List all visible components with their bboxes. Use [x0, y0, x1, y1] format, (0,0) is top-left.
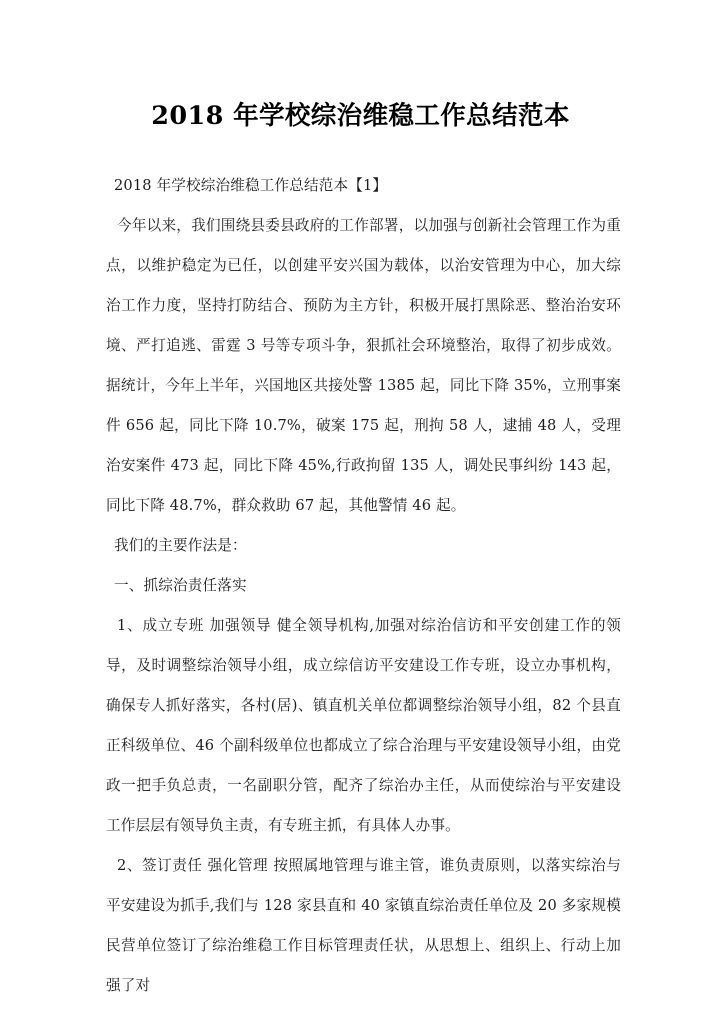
document-body	[106, 166, 621, 1006]
paragraph-subtitle: 2018 年学校综治维稳工作总结范本【1】	[114, 177, 388, 194]
paragraph-section-one: 一、抓综治责任落实	[114, 577, 247, 594]
page-title: 2018 年学校综治维稳工作总结范本	[151, 101, 570, 132]
paragraph-overview: 今年以来，我们围绕县委县政府的工作部署，以加强与创新社会管理工作为重点，以维护稳定为已任，以创建平安兴国为载体，以治安管理为中心，加大综治工作力度，坚持打防结合、预防为主方针，积极开展打黑除恶、整治治安环境、严打追逃、雷霆 3 号等专项斗争，狠抓社会环境整治，取得了初步成效。据统计，今年上半年，兴国地区共接处警 1385 起，同比下降 35%，立刑事案件 656 起，同比下降 10.7%，破案 175 起，刑拘 58 人，逮捕 48 人，受理治安案件 473 起，同比下降 45%,行政拘留 135 人，调处民事纠纷 143 起，同比下降 48.7%，群众救助 67 起，其他警情 46 起。	[106, 217, 621, 514]
paragraph-item-one: 1、成立专班 加强领导 健全领导机构,加强对综治信访和平安创建工作的领导，及时调整综治领导小组，成立综信访平安建设工作专班，设立办事机构，确保专人抓好落实，各村(居)、镇直机关单位都调整综治领导小组，82 个县直正科级单位、46 个副科级单位也都成立了综合治理与平安建设领导小组，由党政一把手负总责，一名副职分管，配齐了综治办主任，从而使综治与平安建设工作层层有领导负主责，有专班主抓，有具体人办事。	[106, 617, 621, 834]
paragraph-item-two: 2、签订责任 强化管理 按照属地管理与谁主管，谁负责原则，以落实综治与平安建设为抓手,我们与 128 家县直和 40 家镇直综治责任单位及 20 多家规模民营单位签订了综治维稳工作目标管理责任状，从思想上、组织上、行动上加强了对	[106, 857, 621, 994]
paragraph-methods-lead: 我们的主要作法是：	[114, 537, 247, 554]
